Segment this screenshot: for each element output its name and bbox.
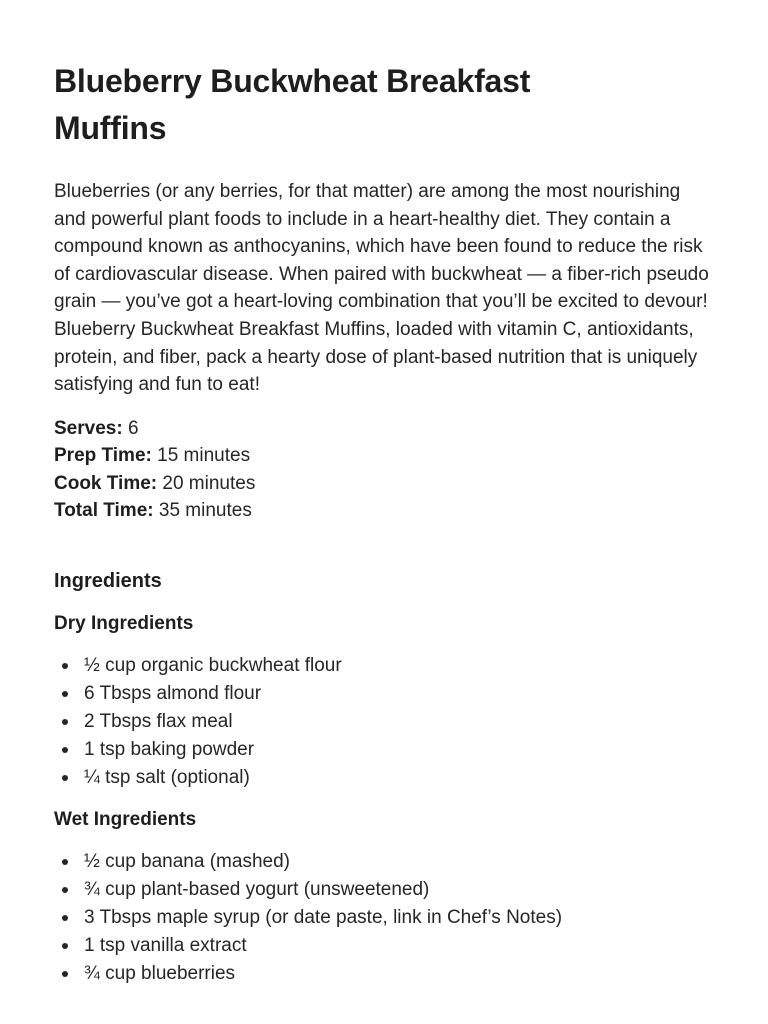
list-item — [54, 848, 714, 876]
bullet-icon — [62, 747, 68, 753]
serves-label: Serves — [54, 417, 117, 439]
ingredient-text: 1 tsp baking powder — [84, 739, 255, 761]
ingredient-text: ¼ tsp salt (optional) — [84, 767, 250, 789]
prep-time-row: Prep Time: 15 minutes — [54, 445, 251, 467]
intro-paragraph: Blueberries (or any berries, for that matter) are among the most nourishing and powerful plant foods to include in a heart-healthy diet. They contain a compound known as anthocyanins, which have been found to reduce the risk of cardiovascular disease. When paired with buckwheat — a fiber-rich pseudo grain — you’ve got a heart-loving combination that you’ll be excited to devour! Blueberry Buckwheat Breakfast Muffins, loaded with vitamin C, antioxidants, protein, and fiber, pack a hearty dose of plant-based nutrition that is uniquely satisfying and fun to eat! — [54, 181, 709, 396]
cook-time-value: 20 minutes — [162, 472, 256, 494]
total-time-label: Total Time — [54, 499, 148, 521]
ingredient-text: ¾ cup blueberries — [84, 963, 236, 985]
total-time-row: Total Time: 35 minutes — [54, 499, 252, 521]
recipe-meta — [54, 415, 714, 525]
prep-time-label: Prep Time — [54, 445, 146, 467]
serves-row: Serves: 6 — [54, 417, 139, 439]
ingredients-heading: Ingredients — [54, 570, 162, 593]
bullet-icon — [62, 859, 68, 865]
bullet-icon — [62, 943, 68, 949]
list-item — [54, 708, 714, 736]
bullet-icon — [62, 719, 68, 725]
bullet-icon — [62, 663, 68, 669]
ingredient-text: 3 Tbsps maple syrup (or date paste, link in Chef’s Notes) — [84, 907, 563, 929]
cook-time-label: Cook Time — [54, 472, 151, 494]
dry-ingredients-list — [54, 652, 714, 792]
page-title: Blueberry Buckwheat Breakfast Muffins — [54, 63, 531, 146]
wet-ingredients-heading: Wet Ingredients — [54, 809, 197, 831]
list-item — [54, 960, 714, 988]
list-item — [54, 876, 714, 904]
list-item — [54, 932, 714, 960]
total-time-value: 35 minutes — [158, 499, 252, 521]
ingredient-text: ½ cup organic buckwheat flour — [84, 655, 342, 677]
prep-time-value: 15 minutes — [157, 445, 251, 467]
cook-time-row: Cook Time: 20 minutes — [54, 472, 256, 494]
bullet-icon — [62, 691, 68, 697]
ingredient-text: 2 Tbsps flax meal — [84, 711, 233, 733]
ingredient-text: 1 tsp vanilla extract — [84, 935, 247, 957]
bullet-icon — [62, 915, 68, 921]
bullet-icon — [62, 971, 68, 977]
list-item — [54, 652, 714, 680]
ingredient-text: 6 Tbsps almond flour — [84, 683, 262, 705]
wet-ingredients-list — [54, 848, 714, 988]
serves-value: 6 — [127, 417, 139, 439]
dry-ingredients-heading: Dry Ingredients — [54, 613, 194, 635]
ingredient-text: ¾ cup plant-based yogurt (unsweetened) — [84, 879, 430, 901]
list-item — [54, 764, 714, 792]
list-item — [54, 904, 714, 932]
bullet-icon — [62, 887, 68, 893]
ingredient-text: ½ cup banana (mashed) — [84, 851, 290, 873]
list-item — [54, 680, 714, 708]
list-item — [54, 736, 714, 764]
bullet-icon — [62, 775, 68, 781]
